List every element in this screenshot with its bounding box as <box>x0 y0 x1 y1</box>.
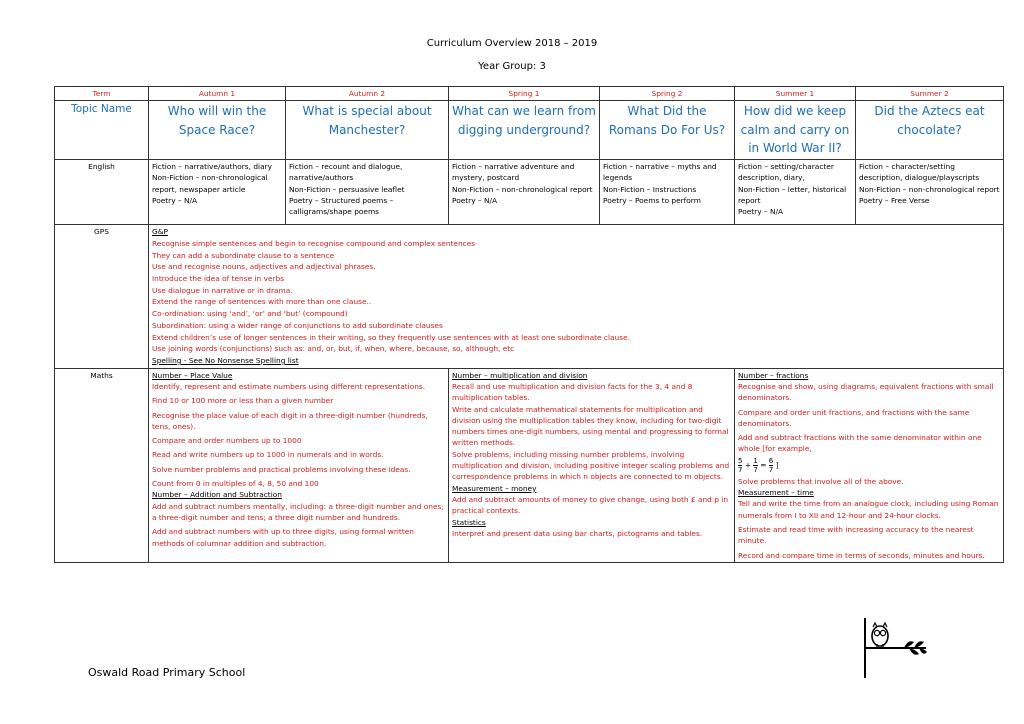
maths-item: Compare and order unit fractions, and fractions with the same denominators. <box>738 407 970 428</box>
maths-item: Recall and use multiplication and division facts for the 3, 4 and 8 multiplication tables. <box>452 381 693 403</box>
gps-content <box>149 225 1004 368</box>
maths-item: Solve problems, including missing number problems, involving multiplication and division, including positive integer scaling problems and correspondence problems in which n objects are connected to m objects. <box>452 449 730 482</box>
header-autumn-2: Autumn 2 <box>286 87 449 101</box>
gps-item: Co-ordination: using ‘and’, ‘or’ and ‘but’ (compound) <box>152 309 348 319</box>
topic-summer-2: Did the Aztecs eat chocolate? <box>856 101 1004 160</box>
maths-autumn <box>149 368 449 562</box>
maths-item: Read and write numbers up to 1000 in numerals and in words. <box>152 450 384 460</box>
gps-item: Subordination: using a wider range of conjunctions to add subordinate clauses <box>152 320 443 330</box>
maths-item: Record and compare time in terms of seconds, minutes and hours. <box>738 550 985 560</box>
document-title: Curriculum Overview 2018 – 2019 <box>426 38 598 49</box>
english-autumn-1: Fiction – narrative/authors, diary Non-Fiction – non-chronological report, newspaper article Poetry – N/A <box>149 160 286 225</box>
maths-item: Solve number problems and practical problems involving these ideas. <box>152 464 411 474</box>
gps-item: Extend the range of sentences with more than one clause.. <box>152 297 372 307</box>
maths-item: Add and subtract amounts of money to give change, using both £ and p in practical contexts. <box>452 494 728 516</box>
school-name: Oswald Road Primary School <box>88 666 246 679</box>
header-summer-1: Summer 1 <box>735 87 856 101</box>
maths-item: Identify, represent and estimate numbers using different representations. <box>152 381 426 391</box>
topic-spring-2: What Did the Romans Do For Us? <box>600 101 735 160</box>
maths-item: Compare and order numbers up to 1000 <box>152 436 302 446</box>
maths-heading: Number – Place Value <box>152 370 233 380</box>
fraction: $\frac{1}{7}$ <box>753 456 758 474</box>
gps-item: Recognise simple sentences and begin to recognise compound and complex sentences <box>152 238 476 248</box>
maths-item: Add and subtract numbers with up to three digits, using formal written methods of columnar addition and subtraction. <box>152 527 414 548</box>
header-term: Term <box>55 87 149 101</box>
gps-item: Extend children’s use of longer sentences in their writing, so they frequently use sentences with at least one subordinate clause. <box>152 332 630 342</box>
english-label: English <box>55 160 149 225</box>
maths-row <box>55 368 1004 562</box>
english-row <box>55 160 1004 225</box>
fraction-example: $\frac{5}{7}$ + $\frac{1}{7}$ = $\frac{6}{7}$ ] <box>738 456 779 474</box>
maths-label: Maths <box>55 368 149 562</box>
english-summer-1: Fiction – setting/character description, diary, Non-Fiction – letter, historical report Poetry – N/A <box>735 160 856 225</box>
maths-item: Recognise the place value of each digit in a three-digit number (hundreds, tens, ones). <box>152 410 428 431</box>
header-summer-2: Summer 2 <box>856 87 1004 101</box>
fraction: $\frac{6}{7}$ <box>768 456 774 474</box>
english-summer-2: Fiction – character/setting description, dialogue/playscripts Non-Fiction – non-chronological report Poetry – Free Verse <box>856 160 1004 225</box>
maths-heading: Number – multiplication and division <box>452 370 588 380</box>
fraction: $\frac{5}{7}$ <box>738 456 743 474</box>
maths-heading: Statistics <box>452 517 486 527</box>
gps-item: They can add a subordinate clause to a sentence <box>152 250 335 260</box>
spelling-note: Spelling - See No Nonsense Spelling list <box>152 355 299 365</box>
english-autumn-2: Fiction – recount and dialogue, narrative/authors Non-Fiction – persuasive leaflet Poetry – Structured poems – calligrams/shape poems <box>286 160 449 225</box>
maths-spring <box>449 368 735 562</box>
gps-item: Use joining words (conjunctions) such as: and, or, but, if, when, where, because, so, although, etc <box>152 344 515 354</box>
maths-heading: Number – Addition and Subtraction <box>152 490 282 500</box>
gps-heading: G&P <box>152 227 168 237</box>
english-spring-1: Fiction – narrative adventure and mystery, postcard Non-Fiction – non-chronological report Poetry – N/A <box>449 160 600 225</box>
maths-item: Add and subtract numbers mentally, including: a three-digit number and ones; a three-digit number and tens; a three digit number and hundreds. <box>152 501 444 522</box>
header-spring-1: Spring 1 <box>449 87 600 101</box>
header-spring-2: Spring 2 <box>600 87 735 101</box>
maths-summer <box>735 368 1004 562</box>
maths-heading: Measurement – time <box>738 488 814 498</box>
topic-label: Topic Name <box>55 101 149 160</box>
topic-spring-1: What can we learn from digging underground? <box>449 101 600 160</box>
maths-item: Write and calculate mathematical statements for multiplication and division using the multiplication tables they know, including for two-digit numbers times one-digit numbers, using mental and progressing to formal written methods. <box>452 404 729 448</box>
topic-autumn-1: Who will win the Space Race? <box>149 101 286 160</box>
owl-on-branch-icon <box>862 618 932 680</box>
maths-item: Find 10 or 100 more or less than a given number <box>152 396 334 406</box>
maths-item: Count from 0 in multiples of 4, 8, 50 and 100 <box>152 479 319 489</box>
maths-item: Add and subtract fractions with the same denominator within one whole [for example, <box>738 433 982 454</box>
maths-item: Tell and write the time from an analogue clock, including using Roman numerals from I to XII and 12-hour and 24-hour clocks. <box>738 499 999 520</box>
topic-summer-1: How did we keep calm and carry on in World War II? <box>735 101 856 160</box>
english-spring-2: Fiction – narrative – myths and legends Non-Fiction – Instructions Poetry – Poems to perform <box>600 160 735 225</box>
header-row <box>55 87 1004 101</box>
maths-heading: Measurement – money <box>452 483 537 493</box>
curriculum-table <box>54 86 1004 563</box>
gps-row <box>55 225 1004 368</box>
gps-item: Introduce the idea of tense in verbs <box>152 274 285 284</box>
topic-autumn-2: What is special about Manchester? <box>286 101 449 160</box>
maths-heading: Number – fractions <box>738 370 809 380</box>
maths-item: Recognise and show, using diagrams, equivalent fractions with small denominators. <box>738 381 994 403</box>
maths-item: Interpret and present data using bar charts, pictograms and tables. <box>452 528 703 538</box>
gps-item: Use dialogue in narrative or in drama. <box>152 285 293 295</box>
maths-item: Estimate and read time with increasing accuracy to the nearest minute. <box>738 524 974 546</box>
maths-item: Solve problems that involve all of the above. <box>738 476 904 486</box>
topic-row <box>55 101 1004 160</box>
gps-label: GPS <box>55 225 149 368</box>
year-group: Year Group: 3 <box>478 61 546 72</box>
header-autumn-1: Autumn 1 <box>149 87 286 101</box>
gps-item: Use and recognise nouns, adjectives and adjectival phrases. <box>152 262 376 272</box>
